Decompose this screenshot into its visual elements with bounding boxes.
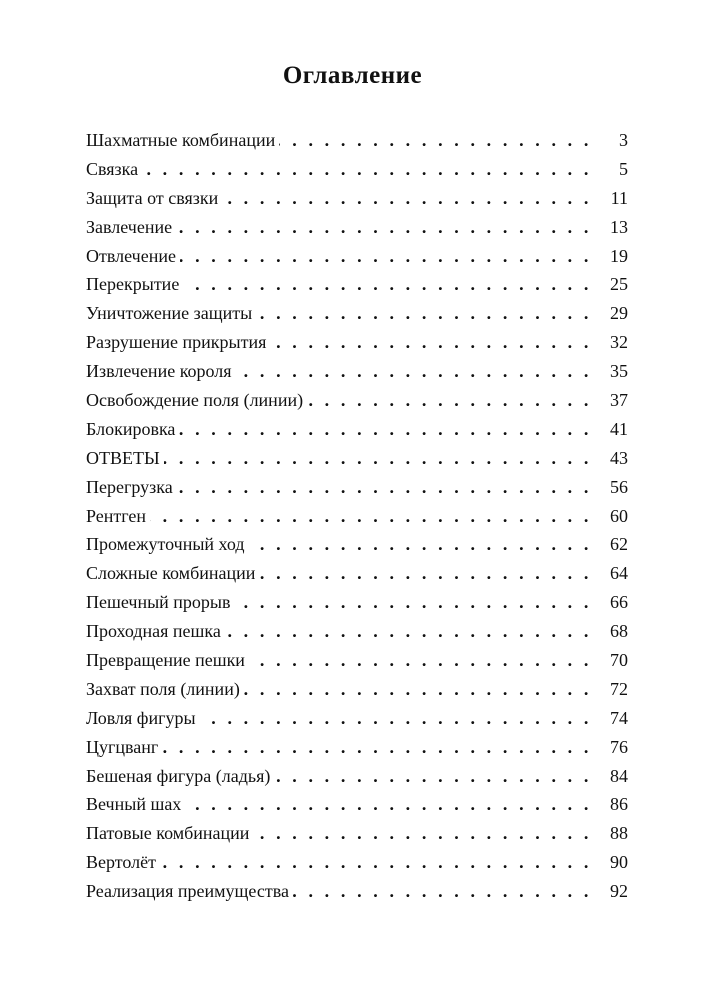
toc-entry-label: Вертолёт — [86, 848, 160, 877]
toc-entry-label: Блокировка — [86, 415, 179, 444]
dot-leader — [244, 675, 592, 704]
dot-leader — [259, 559, 592, 588]
toc-entry-label: Промежуточный ход — [86, 530, 249, 559]
toc-entry-label: Отвлечение — [86, 242, 180, 271]
dot-leader — [293, 877, 592, 906]
toc-entry-label: Извлечение короля — [86, 357, 236, 386]
toc-entry — [86, 299, 628, 328]
toc-entry — [86, 819, 628, 848]
toc-entry — [86, 126, 628, 155]
dot-leader — [256, 299, 592, 328]
dot-leader — [274, 762, 592, 791]
toc-entry-page-number: 70 — [592, 646, 628, 675]
toc-entry-page-number: 88 — [592, 819, 628, 848]
toc-entry-page-number: 25 — [592, 270, 628, 299]
dot-leader — [249, 530, 592, 559]
toc-entry — [86, 762, 628, 791]
dot-leader — [160, 848, 592, 877]
dot-leader — [183, 270, 592, 299]
dot-leader — [253, 819, 592, 848]
toc-entry — [86, 790, 628, 819]
toc-entry-page-number: 60 — [592, 502, 628, 531]
toc-entry — [86, 444, 628, 473]
toc-entry-label: Бешеная фигура (ладья) — [86, 762, 274, 791]
toc-entry-page-number: 92 — [592, 877, 628, 906]
toc-entry-label: Шахматные комбинации — [86, 126, 279, 155]
dot-leader — [150, 502, 592, 531]
dot-leader — [180, 242, 592, 271]
dot-leader — [176, 213, 592, 242]
toc-entry-label: Захват поля (линии) — [86, 675, 244, 704]
toc-entry-page-number: 32 — [592, 328, 628, 357]
dot-leader — [235, 588, 592, 617]
toc-entry-page-number: 3 — [592, 126, 628, 155]
toc-entry-page-number: 11 — [592, 184, 628, 213]
toc-entry — [86, 213, 628, 242]
toc-entry-label: Превращение пешки — [86, 646, 249, 675]
toc-entry-label: Перекрытие — [86, 270, 183, 299]
toc-entry-label: Уничтожение защиты — [86, 299, 256, 328]
toc-entry — [86, 617, 628, 646]
toc-entry — [86, 877, 628, 906]
toc-entry-label: Сложные комбинации — [86, 559, 259, 588]
toc-entry-page-number: 68 — [592, 617, 628, 646]
toc-entry — [86, 415, 628, 444]
dot-leader — [185, 790, 592, 819]
toc-entry — [86, 530, 628, 559]
dot-leader — [249, 646, 592, 675]
toc-entry — [86, 559, 628, 588]
dot-leader — [307, 386, 592, 415]
toc-entry-label: Рентген — [86, 502, 150, 531]
toc-entry-page-number: 86 — [592, 790, 628, 819]
dot-leader — [225, 617, 592, 646]
toc-entry — [86, 386, 628, 415]
toc-entry-page-number: 56 — [592, 473, 628, 502]
dot-leader — [279, 126, 592, 155]
toc-entry-label: ОТВЕТЫ — [86, 444, 164, 473]
toc-entry-label: Пешечный прорыв — [86, 588, 235, 617]
toc-entry-label: Патовые комбинации — [86, 819, 253, 848]
toc-entry-page-number: 5 — [592, 155, 628, 184]
toc-entry-label: Перегрузка — [86, 473, 177, 502]
toc-entry — [86, 646, 628, 675]
dot-leader — [179, 415, 592, 444]
toc-entry-page-number: 43 — [592, 444, 628, 473]
toc-entry — [86, 357, 628, 386]
toc-entry-page-number: 64 — [592, 559, 628, 588]
toc-entry-page-number: 19 — [592, 242, 628, 271]
toc-entry — [86, 502, 628, 531]
toc-entry-label: Завлечение — [86, 213, 176, 242]
toc-entry-label: Реализация преимущества — [86, 877, 293, 906]
toc-entry — [86, 848, 628, 877]
toc-entry-page-number: 72 — [592, 675, 628, 704]
toc-entry-page-number: 76 — [592, 733, 628, 762]
dot-leader — [200, 704, 592, 733]
toc-entry-label: Связка — [86, 155, 142, 184]
toc-entry — [86, 184, 628, 213]
toc-entry — [86, 270, 628, 299]
toc-entry-label: Освобождение поля (линии) — [86, 386, 307, 415]
dot-leader — [164, 444, 592, 473]
toc-entry — [86, 473, 628, 502]
toc-entry — [86, 155, 628, 184]
toc-entry-page-number: 13 — [592, 213, 628, 242]
toc-entry-label: Проходная пешка — [86, 617, 225, 646]
toc-entry — [86, 242, 628, 271]
toc-entry-label: Разрушение прикрытия — [86, 328, 270, 357]
toc-entry-page-number: 74 — [592, 704, 628, 733]
toc-entry-label: Ловля фигуры — [86, 704, 200, 733]
toc-entry-label: Защита от связки — [86, 184, 222, 213]
dot-leader — [236, 357, 592, 386]
dot-leader — [222, 184, 592, 213]
toc-entry-label: Цугцванг — [86, 733, 162, 762]
toc-entry — [86, 588, 628, 617]
toc-entry-page-number: 66 — [592, 588, 628, 617]
table-of-contents — [86, 126, 628, 906]
toc-entry-page-number: 90 — [592, 848, 628, 877]
dot-leader — [270, 328, 592, 357]
dot-leader — [177, 473, 592, 502]
dot-leader — [142, 155, 592, 184]
toc-entry-page-number: 62 — [592, 530, 628, 559]
toc-entry — [86, 328, 628, 357]
toc-entry-page-number: 35 — [592, 357, 628, 386]
toc-entry-page-number: 37 — [592, 386, 628, 415]
toc-entry-page-number: 41 — [592, 415, 628, 444]
toc-entry — [86, 733, 628, 762]
toc-entry-page-number: 84 — [592, 762, 628, 791]
toc-entry — [86, 675, 628, 704]
page-title: Оглавление — [282, 62, 423, 89]
toc-entry-label: Вечный шах — [86, 790, 185, 819]
dot-leader — [162, 733, 592, 762]
toc-entry — [86, 704, 628, 733]
toc-entry-page-number: 29 — [592, 299, 628, 328]
